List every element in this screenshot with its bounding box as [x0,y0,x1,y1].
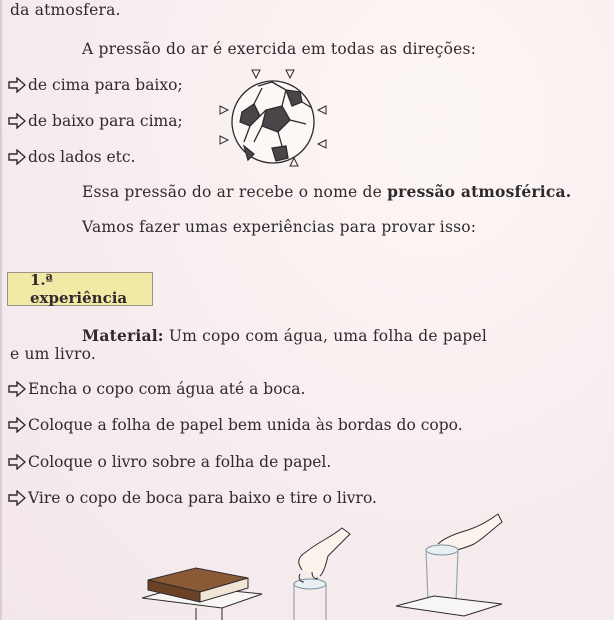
outline-right-arrow-icon [8,490,26,506]
step-item [8,489,377,507]
outline-right-arrow-icon [8,77,26,93]
direction-item [8,76,183,94]
outline-right-arrow-icon [8,454,26,470]
outline-right-arrow-icon [8,417,26,433]
inverted-glass-illustration [394,508,504,620]
atmospheric-pressure-sentence [82,182,571,201]
top-line: da atmosfera. [10,1,121,19]
material-line [82,326,487,345]
key-term: pressão atmosférica. [387,182,572,201]
outline-right-arrow-icon [8,381,26,397]
hand-holding-glass-illustration [272,520,352,620]
intro-text: A pressão do ar é exercida em todas as direções: [82,40,477,58]
material-text: Um copo com água, uma folha de papel [163,327,488,345]
direction-label: dos lados etc. [28,148,136,166]
step-item [8,453,331,471]
outline-right-arrow-icon [8,149,26,165]
material-line-continued: e um livro. [10,345,96,363]
direction-item [8,112,183,130]
step-label: Vire o copo de boca para baixo e tire o livro. [28,489,377,507]
direction-item [8,148,135,166]
step-item [8,416,463,434]
step-item [8,380,305,398]
step-label: Encha o copo com água até a boca. [28,380,306,398]
experiments-intro: Vamos fazer umas experiências para provar isso: [82,218,477,236]
step-label: Coloque o livro sobre a folha de papel. [28,453,332,471]
outline-right-arrow-icon [8,113,26,129]
step-label: Coloque a folha de papel bem unida às bordas do copo. [28,416,463,434]
experiment-label-box [7,272,153,306]
experiment-label: 1.ª experiência [30,271,128,307]
sentence-prefix: Essa pressão do ar recebe o nome de [82,183,388,201]
soccer-ball-illustration [214,66,332,170]
book-on-glass-illustration [138,558,268,620]
direction-label: de baixo para cima; [28,112,183,130]
direction-label: de cima para baixo; [28,76,183,94]
material-label: Material: [82,326,164,345]
